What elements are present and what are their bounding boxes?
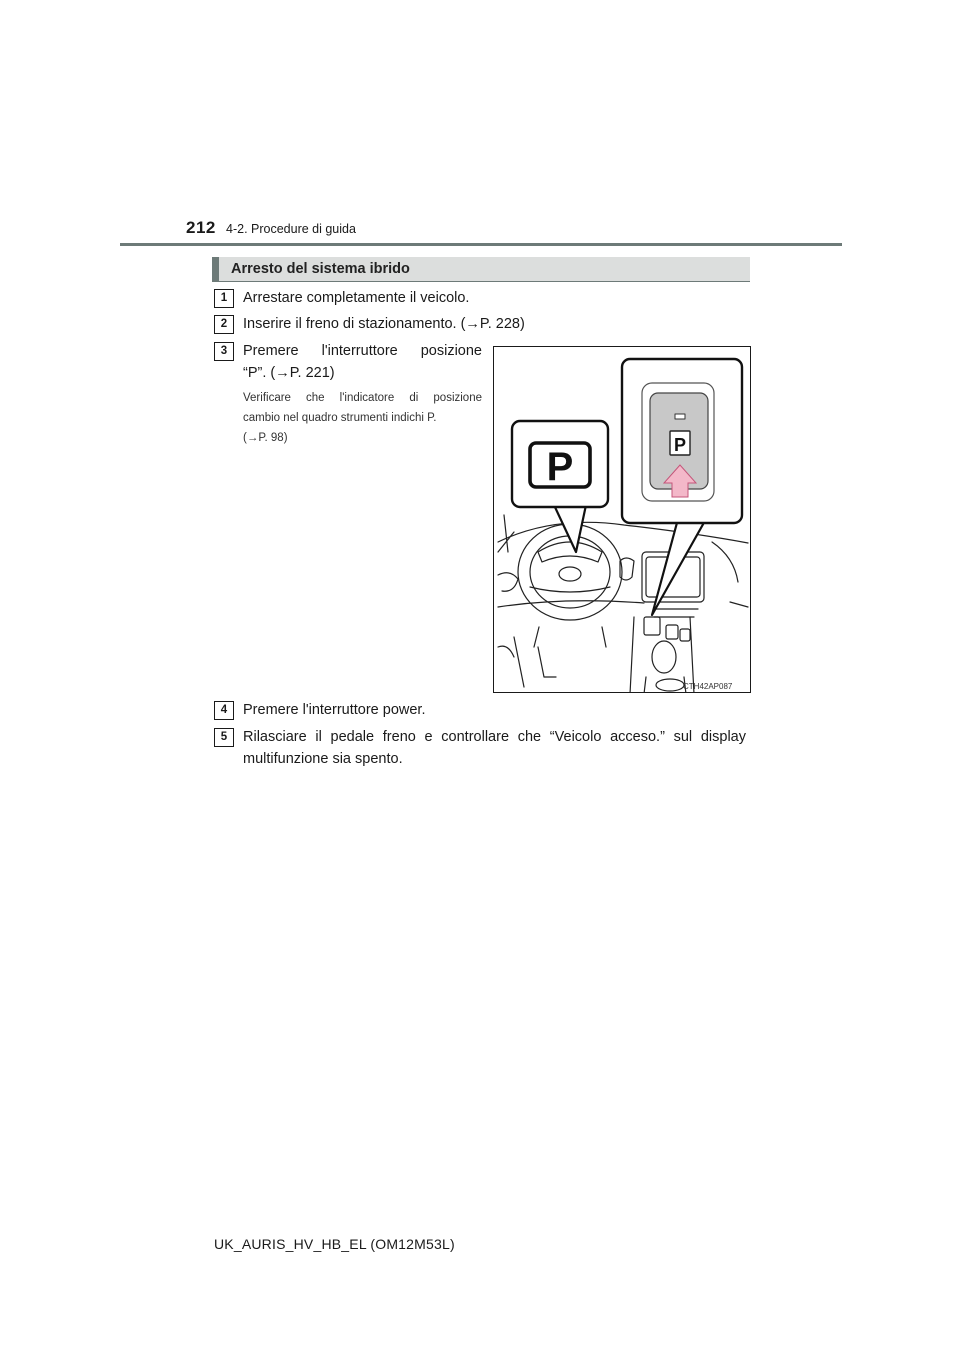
callout-tail-right — [652, 519, 706, 615]
dashboard-line — [498, 522, 748, 543]
step-text-3-line-2: “P”. (→P. 221) — [243, 365, 335, 381]
step-text-5 — [243, 726, 746, 770]
step-text-5-line-1: Rilasciare il pedale freno e controllare che “Veicolo acceso.” sul display — [243, 729, 746, 745]
figure-dashboard-p-switch — [493, 346, 751, 693]
dashboard-illustration — [494, 347, 751, 693]
note-line-3: (→P. 98) — [243, 432, 288, 444]
figure-code: CTH42AP087 — [683, 682, 733, 691]
step-text-4: Premere l'interruttore power. — [243, 702, 426, 718]
step-badge-2: 2 — [214, 315, 234, 334]
dashboard-line-lower — [498, 601, 644, 607]
step-text-3 — [243, 340, 482, 384]
callout-tail-left — [554, 505, 586, 552]
step-badge-1: 1 — [214, 289, 234, 308]
note-line-1: Verificare che l'indicatore di posizione — [243, 392, 482, 404]
instrument-cluster — [538, 542, 602, 562]
p-switch-led — [675, 414, 685, 419]
step-badge-4: 4 — [214, 701, 234, 720]
note-line-2: cambio nel quadro strumenti indichi P. — [243, 412, 437, 424]
step-text-3-line-1: Premere l'interruttore posizione — [243, 343, 482, 359]
shift-switch-panel — [644, 617, 660, 635]
section-title: Arresto del sistema ibrido — [231, 261, 410, 277]
page-number: 212 — [186, 218, 216, 237]
switch-p-letter: P — [673, 435, 687, 455]
step-badge-3: 3 — [214, 342, 234, 361]
callout-p-letter: P — [546, 445, 574, 489]
header-rule — [120, 243, 842, 246]
step-text-1: Arrestare completamente il veicolo. — [243, 290, 470, 306]
footer-doc-code: UK_AURIS_HV_HB_EL (OM12M53L) — [214, 1236, 455, 1252]
step-text-5-line-2: multifunzione sia spento. — [243, 751, 403, 767]
step-badge-5: 5 — [214, 728, 234, 747]
step-3-note — [243, 388, 482, 448]
section-heading-bar — [212, 257, 750, 282]
section-reference: 4-2. Procedure di guida — [226, 222, 356, 236]
step-text-2: Inserire il freno di stazionamento. (→P. 228) — [243, 316, 525, 332]
